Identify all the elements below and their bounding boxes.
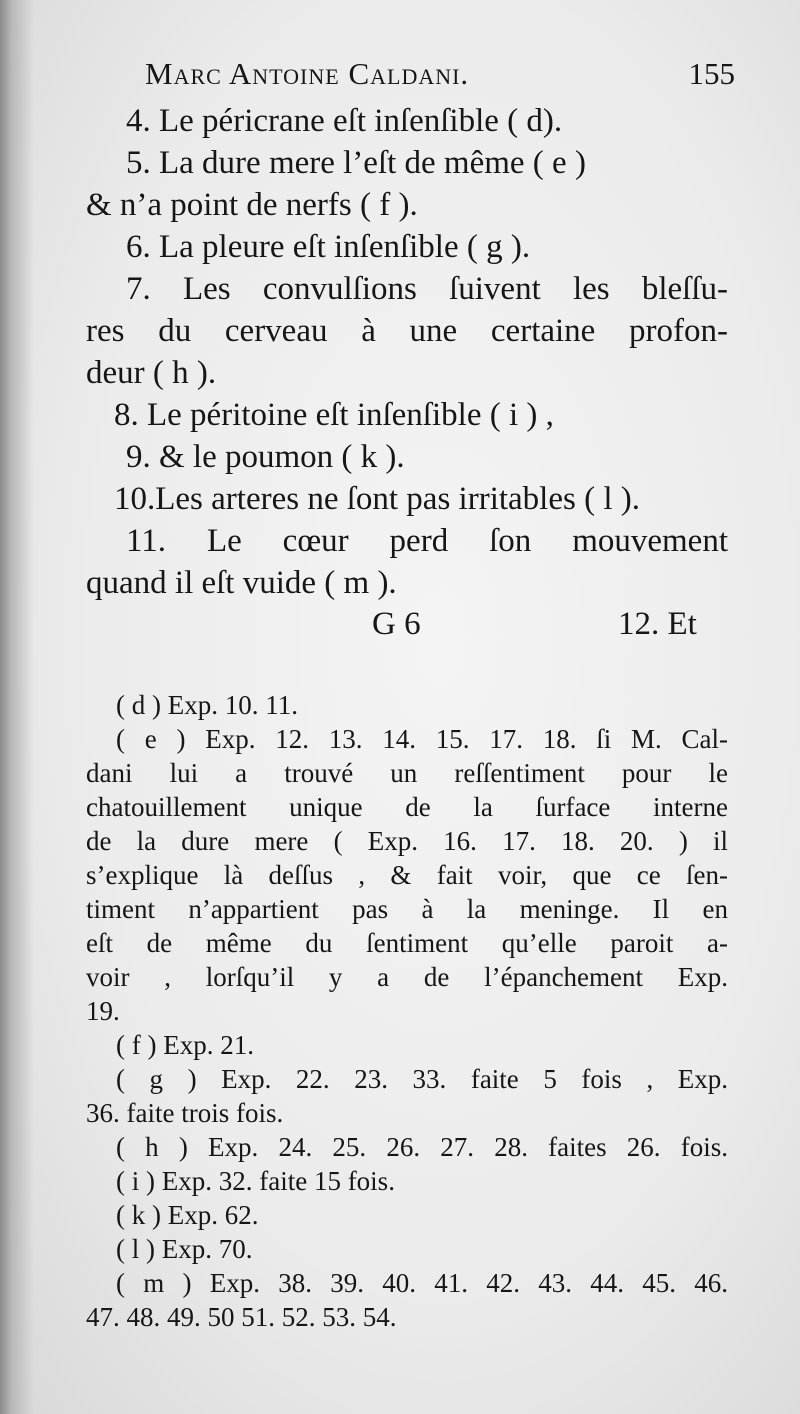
paragraph-line: 4. Le péricrane eſt inſenſible ( d). [126, 103, 563, 139]
page-number: 155 [688, 56, 735, 91]
footnote-line: 36. faite trois fois. [86, 1098, 284, 1128]
signature-mark: G 6 [372, 606, 421, 642]
paragraph-line: quand il eſt vuide ( m ). [86, 565, 397, 601]
footnote-line: chatouillement unique de la ſurface interne [86, 792, 728, 822]
footnote-line: ( i ) Exp. 32. faite 15 fois. [116, 1166, 395, 1196]
paragraph-line: deur ( h ). [86, 355, 217, 391]
footnote-line: ( e ) Exp. 12. 13. 14. 15. 17. 18. ſi M. Cal- [116, 724, 728, 754]
paragraph-line: res du cerveau à une certaine profon- [86, 313, 728, 349]
paragraph-line: 6. La pleure eſt inſenſible ( g ). [126, 229, 531, 265]
footnote-line: ( m ) Exp. 38. 39. 40. 41. 42. 43. 44. 45. 46. [116, 1268, 728, 1298]
footnote-line: ( l ) Exp. 70. [116, 1234, 253, 1264]
footnote-line: ( k ) Exp. 62. [116, 1200, 259, 1230]
footnote-line: de la dure mere ( Exp. 16. 17. 18. 20. ) il [86, 826, 728, 856]
footnote-line: dani lui a trouvé un reſſentiment pour le [86, 758, 728, 788]
paragraph-line: 5. La dure mere l’eſt de même ( e ) [126, 145, 586, 181]
footnote-line: voir , lorſqu’il y a de l’épanchement Exp. [86, 962, 728, 992]
catchword: 12. Et [618, 606, 697, 642]
footnote-line: timent n’appartient pas à la meninge. Il en [86, 894, 728, 924]
footnote-line: ( d ) Exp. 10. 11. [116, 690, 298, 720]
paragraph-line: 9. & le poumon ( k ). [126, 439, 405, 475]
footnote-line: eſt de même du ſentiment qu’elle paroit a- [86, 928, 728, 958]
gutter-shadow [0, 0, 34, 1414]
page-header [145, 52, 735, 96]
running-head: Marc Antoine Caldani. [145, 56, 470, 91]
paragraph-line: 8. Le péritoine eſt inſenſible ( i ) , [114, 397, 554, 433]
footnote-line: ( g ) Exp. 22. 23. 33. faite 5 fois , Exp. [116, 1064, 728, 1094]
paragraph-line: 11. Le cœur perd ſon mouvement [126, 523, 728, 559]
footnote-line: ( h ) Exp. 24. 25. 26. 27. 28. faites 26. fois. [116, 1132, 728, 1162]
footnote-line: ( f ) Exp. 21. [116, 1030, 254, 1060]
footnote-line: 19. [86, 996, 120, 1026]
paragraph-line: 7. Les convulſions ſuivent les bleſſu- [126, 271, 728, 307]
paragraph-line: 10.Les arteres ne ſont pas irritables ( l ). [114, 481, 640, 517]
paragraph-line: & n’a point de nerfs ( f ). [86, 187, 418, 223]
footnote-line: s’explique là deſſus , & fait voir, que ce ſen- [86, 860, 728, 890]
footnote-line: 47. 48. 49. 50 51. 52. 53. 54. [86, 1302, 397, 1332]
